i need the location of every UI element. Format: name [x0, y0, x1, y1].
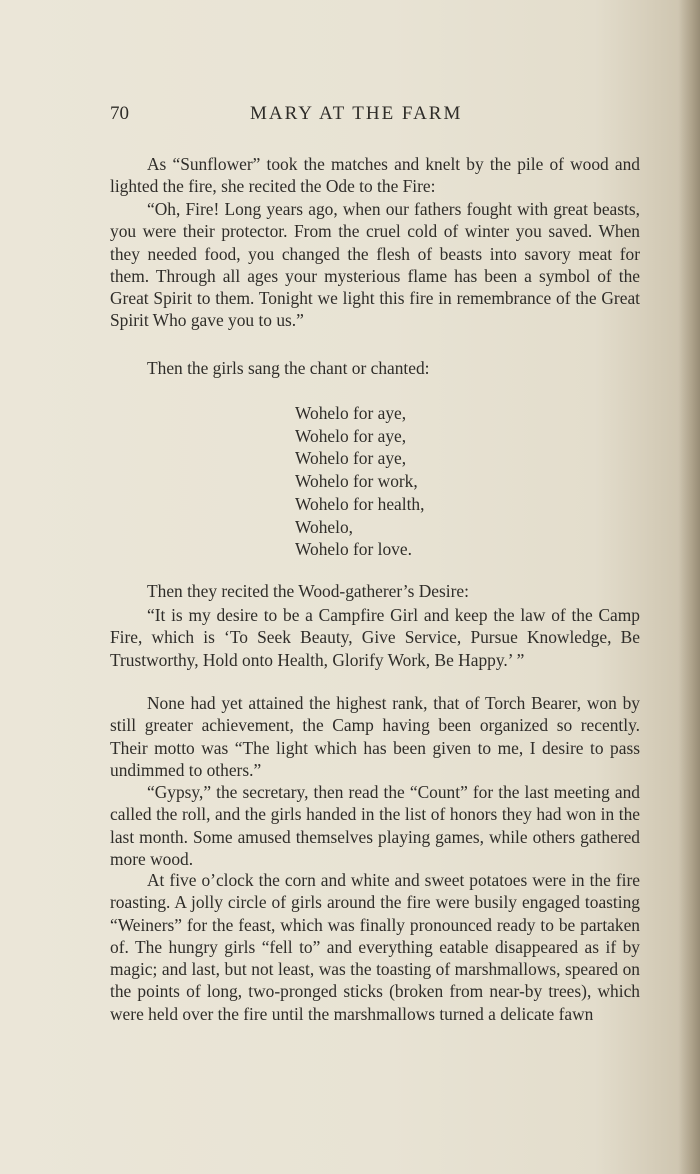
paragraph-sunflower-lights-fire: As “Sunflower” took the matches and knelt by the pile of wood and lighted the fire, she recited the Ode to the Fire: — [110, 154, 640, 197]
paragraph-ode-to-fire: “Oh, Fire! Long years ago, when our fathers fought with great beasts, you were their protector. From the cruel cold of winter you saved. When they needed food, you changed the flesh of beasts into savory meat for them. Through all ages your mysterious flame has been a symbol of the Great Spirit to them. Tonight we light this fire in remembrance of the Great Spirit Who gave you to us.” — [110, 199, 640, 331]
paragraph-gypsy-count: “Gypsy,” the secretary, then read the “Count” for the last meeting and called the roll, and the girls handed in the list of honors they had won in the last month. Some amused themselves playing games, while others gathered more wood. — [110, 782, 640, 869]
paragraph-wood-gatherer-desire: “It is my desire to be a Campfire Girl and keep the law of the Camp Fire, which is ‘To Seek Beauty, Give Service, Pursue Knowledge, Be Trustworthy, Hold onto Health, Glorify Work, Be Happy.’ ” — [110, 605, 640, 670]
chant-line: Wohelo for love. — [295, 539, 412, 560]
paragraph-torch-bearer: None had yet attained the highest rank, that of Torch Bearer, won by still greater achievement, the Camp having been organized so recently. Their motto was “The light which has been given to me, I desire to pass undimmed to others.” — [110, 693, 640, 780]
chant-line: Wohelo for health, — [295, 493, 425, 514]
page-number: 70 — [110, 103, 129, 124]
paragraph-feast: At five o’clock the corn and white and sweet potatoes were in the fire roasting. A jolly circle of girls around the fire were busily engaged toasting “Weiners” for the feast, which was finally pronounced ready to be partaken of. The hungry girls “fell to” and everything eatable disappeared as if by magic; and last, but not least, was the toasting of marshmallows, speared on the points of long, two-pronged sticks (broken from near-by trees), which were held over the fire until the marshmallows turned a delicate fawn — [110, 870, 640, 1024]
wohelo-chant — [295, 402, 595, 561]
page-edge-shadow — [678, 0, 700, 1174]
paragraph-girls-chant: Then the girls sang the chant or chanted: — [147, 358, 430, 378]
chant-line: Wohelo for work, — [295, 471, 418, 492]
paragraph-wood-gatherer-intro: Then they recited the Wood-gatherer’s Desire: — [147, 581, 469, 601]
chant-line: Wohelo for aye, — [295, 403, 407, 423]
page-header — [110, 103, 640, 129]
chant-line: Wohelo for aye, — [295, 425, 407, 446]
running-head: MARY AT THE FARM — [250, 103, 463, 124]
chant-line: Wohelo, — [295, 516, 354, 537]
chant-line: Wohelo for aye, — [295, 448, 407, 469]
